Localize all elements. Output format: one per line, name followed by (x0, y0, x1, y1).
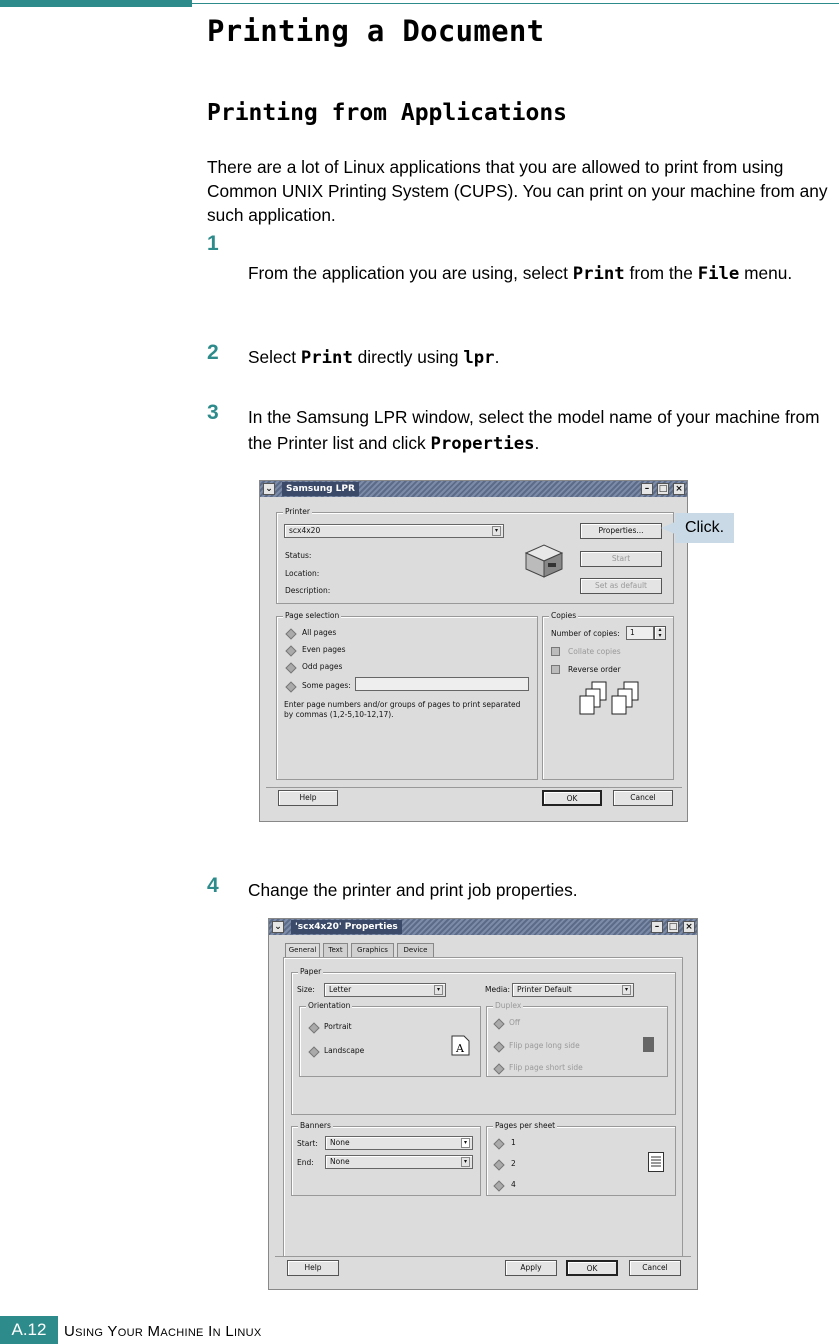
chevron-down-icon: ▾ (492, 526, 501, 536)
pps-4-radio[interactable] (493, 1180, 504, 1191)
copies-preview-icon (578, 679, 648, 723)
all-pages-label: All pages (302, 628, 337, 637)
reverse-label: Reverse order (568, 665, 621, 674)
printer-group (276, 507, 674, 604)
size-select-value: Letter (329, 985, 352, 994)
portrait-label: Portrait (324, 1022, 352, 1031)
media-select[interactable] (512, 983, 634, 997)
divider (275, 1256, 691, 1257)
ok-button[interactable]: OK (542, 790, 602, 806)
header-rule (192, 3, 839, 4)
chevron-down-icon: ▾ (622, 985, 631, 995)
window-menu-icon[interactable]: ⌄ (263, 483, 275, 495)
duplex-group-label: Duplex (495, 1001, 522, 1010)
banner-end-value: None (330, 1157, 350, 1166)
step-text: In the Samsung LPR window, select the model name of your machine from the Printer list and click Properties. (248, 407, 820, 454)
orientation-group (299, 1001, 481, 1077)
banner-start-select[interactable] (325, 1136, 473, 1150)
size-select[interactable] (324, 983, 446, 997)
odd-pages-radio[interactable] (285, 662, 296, 673)
pps-4-label: 4 (511, 1180, 516, 1189)
step-number: 3 (207, 401, 219, 424)
banners-group (291, 1121, 481, 1196)
header-accent-bar (0, 0, 192, 7)
maximize-icon[interactable]: □ (658, 484, 668, 494)
duplex-off-label: Off (509, 1018, 521, 1027)
maximize-icon[interactable]: □ (668, 922, 678, 932)
cancel-button[interactable]: Cancel (629, 1260, 681, 1276)
printer-select-value: scx4x20 (289, 526, 321, 535)
start-button[interactable]: Start (580, 551, 662, 567)
minimize-icon[interactable]: – (651, 921, 663, 933)
printer-icon (522, 541, 566, 581)
help-button[interactable]: Help (278, 790, 338, 806)
copies-group-label: Copies (551, 611, 577, 620)
duplex-short-radio[interactable] (493, 1063, 504, 1074)
banners-group-label: Banners (300, 1121, 331, 1130)
duplex-long-label: Flip page long side (509, 1041, 580, 1050)
properties-titlebar (269, 919, 697, 935)
step-text: Select Print directly using lpr. (248, 347, 500, 368)
footer-section-number: A.12 (0, 1316, 58, 1344)
printer-select[interactable] (284, 524, 504, 538)
pps-1-label: 1 (511, 1138, 516, 1147)
step-number: 1 (207, 232, 219, 255)
status-label: Status: (285, 551, 312, 560)
paper-group-label: Paper (300, 967, 322, 976)
pps-2-label: 2 (511, 1159, 516, 1168)
copies-spinner[interactable]: ▴ ▾ (654, 626, 666, 640)
orientation-group-label: Orientation (308, 1001, 351, 1010)
samsung-lpr-dialog (259, 480, 688, 822)
step-number: 4 (207, 874, 219, 897)
ok-button[interactable]: OK (566, 1260, 618, 1276)
some-pages-label: Some pages: (302, 681, 351, 690)
portrait-radio[interactable] (308, 1022, 319, 1033)
pps-group-label: Pages per sheet (495, 1121, 556, 1130)
even-pages-label: Even pages (302, 645, 346, 654)
svg-text:A: A (456, 1042, 464, 1055)
lpr-title: Samsung LPR (282, 482, 359, 496)
tab-graphics[interactable]: Graphics (351, 943, 394, 957)
landscape-radio[interactable] (308, 1046, 319, 1057)
page-title: Printing a Document (207, 14, 545, 48)
banner-end-select[interactable] (325, 1155, 473, 1169)
tab-panel (283, 957, 683, 1257)
apply-button[interactable]: Apply (505, 1260, 557, 1276)
collate-label: Collate copies (568, 647, 621, 656)
media-label: Media: (485, 985, 511, 994)
pages-hint-line-2: by commas (1,2-5,10-12,17). (284, 710, 394, 719)
duplex-preview-icon (643, 1037, 654, 1052)
location-label: Location: (285, 569, 320, 578)
close-icon[interactable]: × (673, 483, 685, 495)
cancel-button[interactable]: Cancel (613, 790, 673, 806)
reverse-checkbox[interactable] (551, 665, 560, 674)
step-number: 2 (207, 341, 219, 364)
tab-device[interactable]: Device (397, 943, 434, 957)
click-callout: Click. (675, 513, 734, 543)
pps-2-radio[interactable] (493, 1159, 504, 1170)
step-text: Change the printer and print job properties. (248, 880, 578, 900)
duplex-short-label: Flip page short side (509, 1063, 583, 1072)
odd-pages-label: Odd pages (302, 662, 343, 671)
banner-end-label: End: (297, 1158, 314, 1167)
intro-paragraph: There are a lot of Linux applications that you are allowed to print from using Common UNIX Printing System (CUPS). You can print on your machine from any such application. (207, 157, 828, 225)
chevron-down-icon: ▾ (461, 1138, 470, 1148)
set-default-button[interactable]: Set as default (580, 578, 662, 594)
size-label: Size: (297, 985, 315, 994)
landscape-label: Landscape (324, 1046, 365, 1055)
pages-hint-line-1: Enter page numbers and/or groups of pages to print separated (284, 700, 521, 709)
tab-text[interactable]: Text (323, 943, 348, 957)
pages-per-sheet-group (486, 1121, 676, 1196)
help-button[interactable]: Help (287, 1260, 339, 1276)
pps-1-radio[interactable] (493, 1138, 504, 1149)
chevron-down-icon: ▾ (434, 985, 443, 995)
some-pages-input[interactable] (355, 677, 529, 691)
description-label: Description: (285, 586, 331, 595)
printer-group-label: Printer (285, 507, 310, 516)
duplex-long-radio[interactable] (493, 1041, 504, 1052)
pps-preview-icon (648, 1152, 664, 1172)
page-selection-label: Page selection (285, 611, 340, 620)
banner-start-value: None (330, 1138, 350, 1147)
chevron-down-icon: ▾ (461, 1157, 470, 1167)
num-copies-label: Number of copies: (551, 629, 620, 638)
paper-group (291, 967, 676, 1115)
copies-group (542, 611, 674, 780)
duplex-off-radio[interactable] (493, 1018, 504, 1029)
lpr-titlebar (260, 481, 687, 497)
section-title: Printing from Applications (207, 100, 568, 126)
footer-chapter-title: Using Your Machine In Linux (64, 1323, 262, 1340)
step-text: From the application you are using, select Print from the File menu. (248, 263, 793, 284)
callout-pointer (661, 522, 675, 534)
num-copies-input[interactable]: 1 (626, 626, 654, 640)
divider (266, 787, 682, 788)
page-selection-group (276, 611, 538, 780)
window-menu-icon[interactable]: ⌄ (272, 921, 284, 933)
portrait-preview-icon (451, 1035, 471, 1057)
banner-start-label: Start: (297, 1139, 318, 1148)
minimize-icon[interactable]: – (641, 483, 653, 495)
properties-title: 'scx4x20' Properties (291, 920, 402, 934)
media-select-value: Printer Default (517, 985, 572, 994)
duplex-group (486, 1001, 668, 1077)
collate-checkbox[interactable] (551, 647, 560, 656)
properties-button[interactable]: Properties... (580, 523, 662, 539)
all-pages-radio[interactable] (285, 628, 296, 639)
close-icon[interactable]: × (683, 921, 695, 933)
some-pages-radio[interactable] (285, 681, 296, 692)
even-pages-radio[interactable] (285, 645, 296, 656)
properties-dialog (268, 918, 698, 1290)
tab-general[interactable]: General (285, 943, 320, 958)
